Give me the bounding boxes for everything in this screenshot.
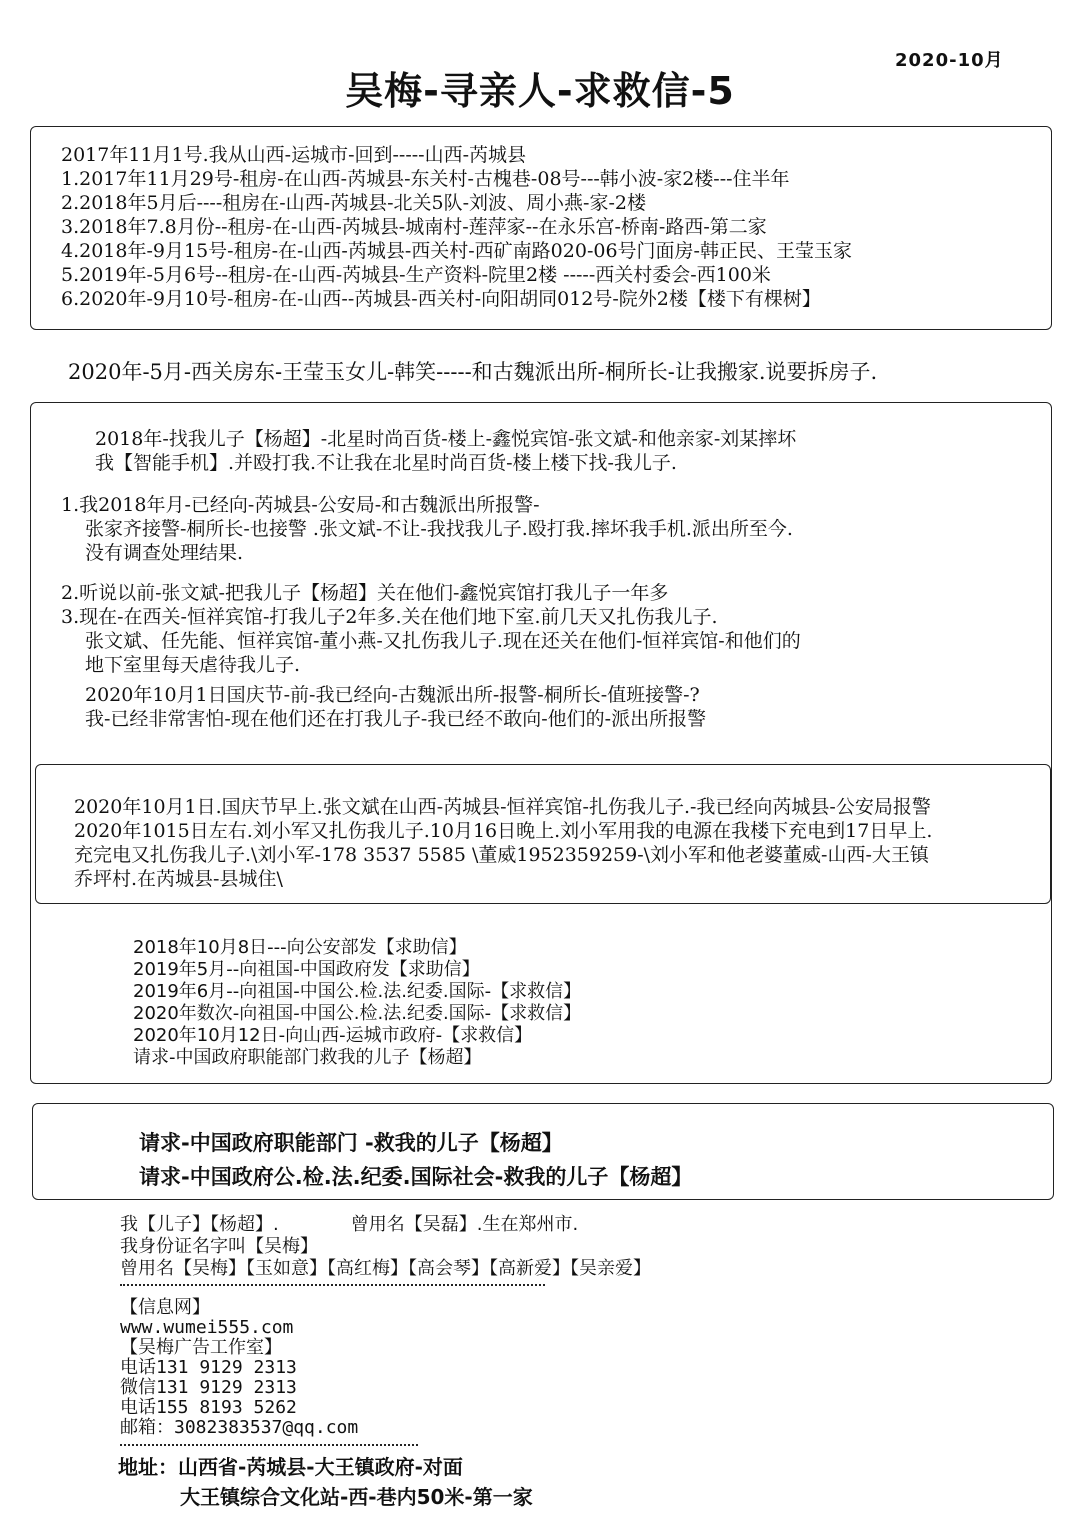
story-line: 张文斌、任先能、恒祥宾馆-董小燕-又扎伤我儿子.现在还关在他们-恒祥宾馆-和他们的 — [85, 630, 801, 652]
son-former-name: 曾用名【吴磊】.生在郑州市. — [350, 1214, 579, 1235]
request-line: 2019年5月--向祖国-中国政府发【求助信】 — [133, 959, 480, 980]
rental-line: 6.2020年-9月10号-租房-在-山西--芮城县-西关村-向阳胡同012号-院外2楼【楼下有棵树】 — [61, 288, 821, 310]
incident-box — [35, 764, 1051, 904]
rental-line: 4.2018年-9月15号-租房-在-山西-芮城县-西关村-西矿南路020-06号门面房-韩正民、王莹玉家 — [61, 240, 852, 262]
son-name: 我【儿子】【杨超】. — [120, 1214, 279, 1235]
requests-list — [133, 937, 581, 1069]
story-line: 我-已经非常害怕-现在他们还在打我儿子-我已经不敢向-他们的-派出所报警 — [85, 708, 707, 730]
wechat: 微信131 9129 2313 — [120, 1377, 297, 1398]
son-name-line — [120, 1214, 651, 1236]
request-line: 请求-中国政府职能部门救我的儿子【杨超】 — [133, 1047, 482, 1068]
story-line: 没有调查处理结果. — [85, 542, 244, 564]
story-line: 我【智能手机】.并殴打我.不让我在北星时尚百货-楼上楼下找-我儿子. — [95, 452, 677, 474]
phone-1: 电话131 9129 2313 — [120, 1357, 297, 1378]
studio-name: 【吴梅广告工作室】 — [120, 1337, 282, 1358]
email: 邮箱：3082383537@qq.com — [120, 1417, 359, 1438]
dotted-divider — [120, 1444, 418, 1446]
story-line: 2.听说以前-张文斌-把我儿子【杨超】关在他们-鑫悦宾馆打我儿子一年多 — [61, 582, 669, 604]
website-link[interactable]: www.wumei555.com — [120, 1317, 294, 1338]
incident-line: 2020年10月1日.国庆节早上.张文斌在山西-芮城县-恒祥宾馆-扎伤我儿子.-我已经向芮城县-公安局报警 — [74, 796, 931, 818]
address-block — [118, 1452, 533, 1512]
appeal-line: 请求-中国政府职能部门 -救我的儿子【杨超】 — [139, 1131, 563, 1155]
request-line: 2020年10月12日-向山西-运城市政府-【求救信】 — [133, 1025, 533, 1046]
identity-info — [120, 1214, 651, 1280]
rental-history-box — [30, 126, 1052, 330]
rental-line: 1.2017年11月29号-租房-在山西-芮城县-东关村-古槐巷-08号---韩小波-家2楼---住半年 — [61, 168, 790, 190]
rental-line: 2.2018年5月后----租房在-山西-芮城县-北关5队-刘波、周小燕-家-2楼 — [61, 192, 646, 214]
dotted-divider — [120, 1284, 545, 1286]
appeal-box — [32, 1103, 1054, 1200]
rental-line: 3.2018年7.8月份--租房-在-山西-芮城县-城南村-莲萍家--在永乐宫-桥南-路西-第二家 — [61, 216, 767, 238]
former-names-line: 曾用名【吴梅】【玉如意】【高红梅】【高会琴】【高新爱】【吴亲爱】 — [120, 1258, 651, 1279]
story-line: 3.现在-在西关-恒祥宾馆-打我儿子2年多.关在他们地下室.前几天又扎伤我儿子. — [61, 606, 718, 628]
incident-line: 乔坪村.在芮城县-县城住\ — [74, 868, 283, 890]
story-line: 张家齐接警-桐所长-也接警 .张文斌-不让-我找我儿子.殴打我.摔坏我手机.派出所至今. — [85, 518, 793, 540]
info-network-label: 【信息网】 — [120, 1297, 210, 1318]
address-line-1: 地址：山西省-芮城县-大王镇政府-对面 — [118, 1455, 463, 1479]
request-line: 2019年6月--向祖国-中国公.检.法.纪委.国际-【求救信】 — [133, 981, 582, 1002]
id-name-line: 我身份证名字叫【吴梅】 — [120, 1236, 318, 1257]
letter-date: 2020-10月 — [895, 50, 1004, 71]
story-items-2-3 — [61, 581, 801, 677]
rental-line: 2017年11月1号.我从山西-运城市-回到-----山西-芮城县 — [61, 144, 527, 166]
request-line: 2020年数次-向祖国-中国公.检.法.纪委.国际-【求救信】 — [133, 1003, 582, 1024]
story-line: 2020年10月1日国庆节-前-我已经向-古魏派出所-报警-桐所长-值班接警-? — [85, 684, 700, 706]
phone-2: 电话155 8193 5262 — [120, 1397, 297, 1418]
page-title: 吴梅-寻亲人-求救信-5 — [345, 69, 735, 113]
story-line: 1.我2018年月-已经向-芮城县-公安局-和古魏派出所报警- — [61, 494, 540, 516]
incident-line: 2020年1015日左右.刘小军又扎伤我儿子.10月16日晚上.刘小军用我的电源在我楼下充电到17日早上. — [74, 820, 933, 842]
story-intro — [95, 427, 796, 475]
story-national-day — [85, 683, 706, 731]
eviction-note: 2020年-5月-西关房东-王莹玉女儿-韩笑-----和古魏派出所-桐所长-让我搬家.说要拆房子. — [68, 360, 878, 384]
appeal-line: 请求-中国政府公.检.法.纪委.国际社会-救我的儿子【杨超】 — [139, 1165, 693, 1189]
rental-line: 5.2019年-5月6号--租房-在-山西-芮城县-生产资料-院里2楼 -----西关村委会-西100米 — [61, 264, 771, 286]
story-line: 2018年-找我儿子【杨超】-北星时尚百货-楼上-鑫悦宾馆-张文斌-和他亲家-刘某摔坏 — [95, 428, 797, 450]
story-box — [30, 402, 1052, 1084]
incident-line: 充完电又扎伤我儿子.\刘小军-178 3537 5585 \董威1952359259-\刘小军和他老婆董威-山西-大王镇 — [74, 844, 929, 866]
story-line: 地下室里每天虐待我儿子. — [85, 654, 301, 676]
request-line: 2018年10月8日---向公安部发【求助信】 — [133, 937, 467, 958]
story-item-1 — [61, 493, 793, 565]
address-line-2: 大王镇综合文化站-西-巷内50米-第一家 — [180, 1485, 533, 1509]
contact-info — [120, 1298, 358, 1438]
